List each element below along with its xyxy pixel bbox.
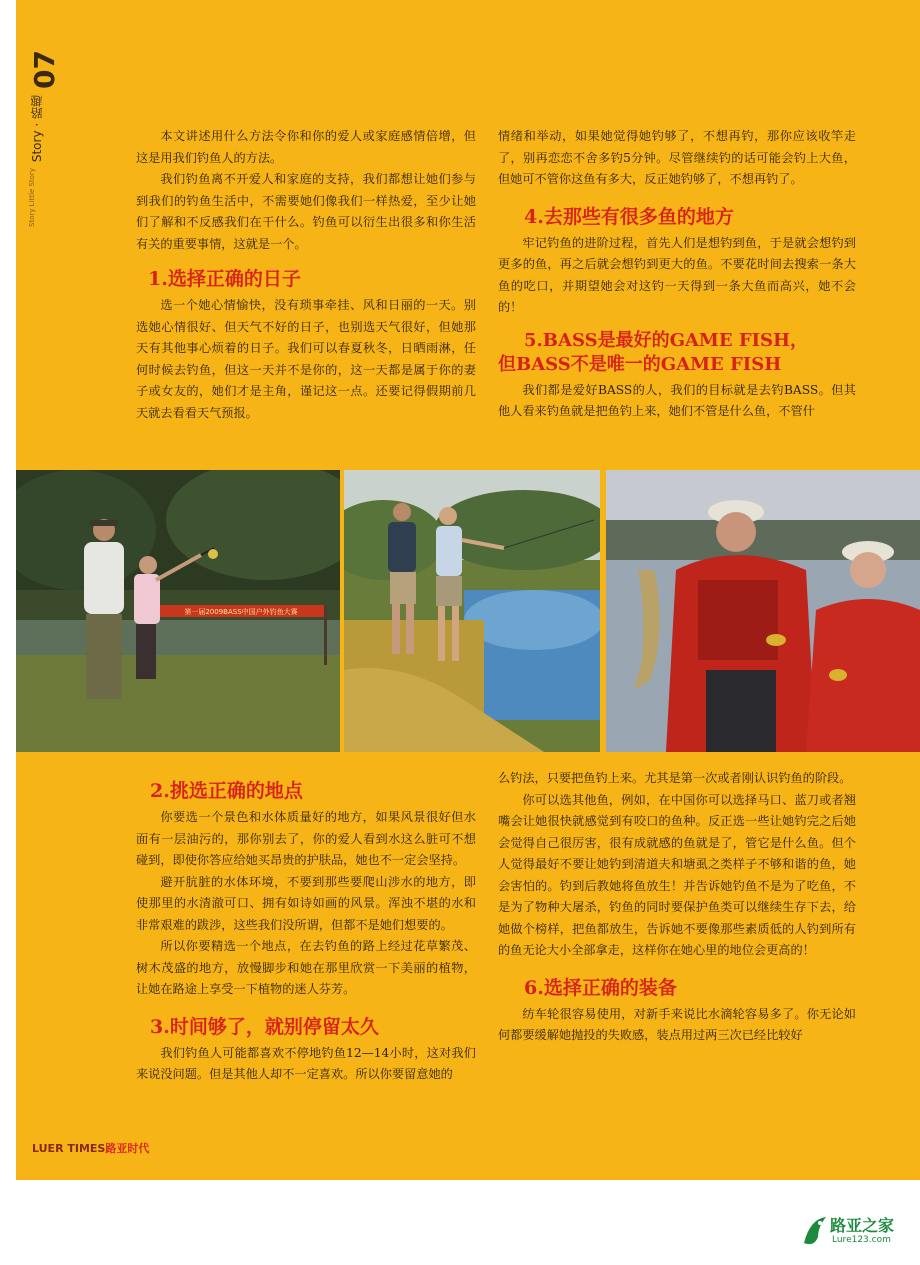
magazine-logo-en: LUER TIMES bbox=[32, 1142, 106, 1155]
intro-paragraph-1: 本文讲述用什么方法令你和你的爱人或家庭感情倍增，但这是用我们钓鱼人的方法。 bbox=[136, 129, 476, 165]
column-top-left bbox=[136, 126, 476, 424]
section-label: Story · 路趣 bbox=[30, 94, 44, 163]
site-watermark bbox=[800, 1209, 908, 1259]
paragraph-3: 我们钓鱼人可能都喜欢不停地钓鱼12—14小时，这对我们来说没问题。但是其他人却不一定喜欢。所以你要留意她的 bbox=[136, 1045, 476, 1081]
banner-text: 第一届2009BASS中国户外钓鱼大赛 bbox=[184, 608, 298, 616]
page-number: 07 bbox=[28, 50, 61, 89]
paragraph-2a: 你要选一个景色和水体质量好的地方，如果风景很好但水面有一层油污的，那你别去了，你的爱人看到水这么脏可不想碰到，即使你答应给她买昂贵的护肤品，她也不一定会坚持。 bbox=[136, 810, 476, 867]
heading-5-line-2: 但BASS不是唯一的GAME FISH bbox=[498, 353, 782, 375]
paragraph-1: 选一个她心情愉快，没有琐事牵挂、风和日丽的一天。别选她心情很好、但天气不好的日子，也别选天气很好，但她那天有其他事心烦着的日子。我们可以春夏秋冬，日晒雨淋，任何时候去钓鱼，但这一天并不是你的，这一天都是属于你的妻子或女友的，她们才是主角，谨记这一点。还要记得假期前几天就去看看天气预报。 bbox=[136, 298, 476, 420]
folio bbox=[28, 50, 62, 227]
watermark-name: 路亚之家 bbox=[830, 1216, 895, 1235]
fish-logo-icon bbox=[800, 1213, 830, 1253]
paragraph-2b: 避开肮脏的水体环境，不要到那些要爬山涉水的地方，即使那里的水清澈可口、拥有如诗如画的风景。浑浊不堪的水和非常艰难的跋涉，这些我们没所谓，但都不是她们想要的。 bbox=[136, 874, 476, 932]
column-bottom-right bbox=[498, 768, 856, 1047]
paragraph-4: 牢记钓鱼的进阶过程，首先人们是想钓到鱼，于是就会想钓到更多的鱼，再之后就会想钓到更大的鱼。不要花时间去搜索一条大鱼的吃口，并期望她会对这钓一天得到一条大鱼而高兴，她不会的！ bbox=[498, 235, 856, 314]
magazine-logo bbox=[32, 1140, 149, 1156]
heading-2: 2.挑选正确的地点 bbox=[150, 780, 303, 802]
magazine-logo-cn: 路亚时代 bbox=[105, 1142, 150, 1155]
heading-3: 3.时间够了，就别停留太久 bbox=[150, 1015, 379, 1038]
paragraph-6: 纺车轮很容易使用，对新手来说比水滴轮容易多了。你无论如何都要缓解她抛投的失败感，装点用过两三次已经比较好 bbox=[498, 1006, 856, 1042]
heading-6: 6.选择正确的装备 bbox=[524, 976, 677, 999]
paragraph-2c: 所以你要精选一个地点，在去钓鱼的路上经过花草繁茂、树木茂盛的地方，放慢脚步和她在那里欣赏一下美丽的植物，让她在路途上享受一下植物的迷人芬芳。 bbox=[136, 939, 476, 996]
photo-strip bbox=[16, 470, 920, 752]
heading-5-line-1: 5.BASS是最好的GAME FISH， bbox=[524, 329, 809, 351]
photo-casting-lesson bbox=[16, 470, 340, 752]
intro-paragraph-2: 我们钓鱼离不开爱人和家庭的支持，我们都想让她们参与到我们的钓鱼生活中，不需要她们像我们一样热爱，至少让她们了解和不反感我们在干什么。钓鱼可以衍生出很多和你生活有关的重要事情，这就是一个。 bbox=[136, 172, 476, 251]
section-caption: Story Little Story bbox=[28, 168, 36, 228]
heading-4: 4.去那些有很多鱼的地方 bbox=[524, 205, 734, 228]
paragraph-5c: 你可以选其他鱼，例如，在中国你可以选择马口、蓝刀或者翘嘴会让她很快就感觉到有咬口的鱼种。反正选一些让她钓完之后她会觉得自己很厉害，很有成就感的鱼就是了，管它是什么鱼。但个人觉得最好不要让她钓到清道夫和塘虱之类样子不够和谐的鱼，她会害怕的。钓到后教她将鱼放生！并告诉她钓鱼不是为了吃鱼，不是为了物种大屠杀，钓鱼的同时要保护鱼类可以继续生存下去，给她做个榜样，把鱼都放生，告诉她不要像那些素质低的人钓到所有的鱼无论大小全部拿走，这样你在她心里的地位会更高的！ bbox=[498, 792, 856, 957]
photo-couple-with-fish bbox=[606, 470, 920, 752]
watermark-url: Lure123.com bbox=[832, 1235, 891, 1245]
paragraph-5-continued: 么钓法，只要把鱼钓上来。尤其是第一次或者刚认识钓鱼的阶段。 bbox=[498, 771, 852, 785]
photo-couple-flyfishing bbox=[344, 470, 600, 752]
column-top-right bbox=[498, 126, 856, 423]
column-bottom-left bbox=[136, 779, 476, 1086]
heading-1: 1.选择正确的日子 bbox=[148, 268, 301, 290]
paragraph-3-continued: 情绪和举动，如果她觉得她钓够了，不想再钓，那你应该收竿走了，别再恋恋不舍多钓5分钟。尽管继续钓的话可能会钓上大鱼，但她可不管你这鱼有多大，反正她钓够了，不想再钓了。 bbox=[498, 129, 856, 186]
paragraph-5: 我们都是爱好BASS的人，我们的目标就是去钓BASS。但其他人看来钓鱼就是把鱼钓上来，她们不管是什么鱼，不管什 bbox=[498, 382, 856, 418]
